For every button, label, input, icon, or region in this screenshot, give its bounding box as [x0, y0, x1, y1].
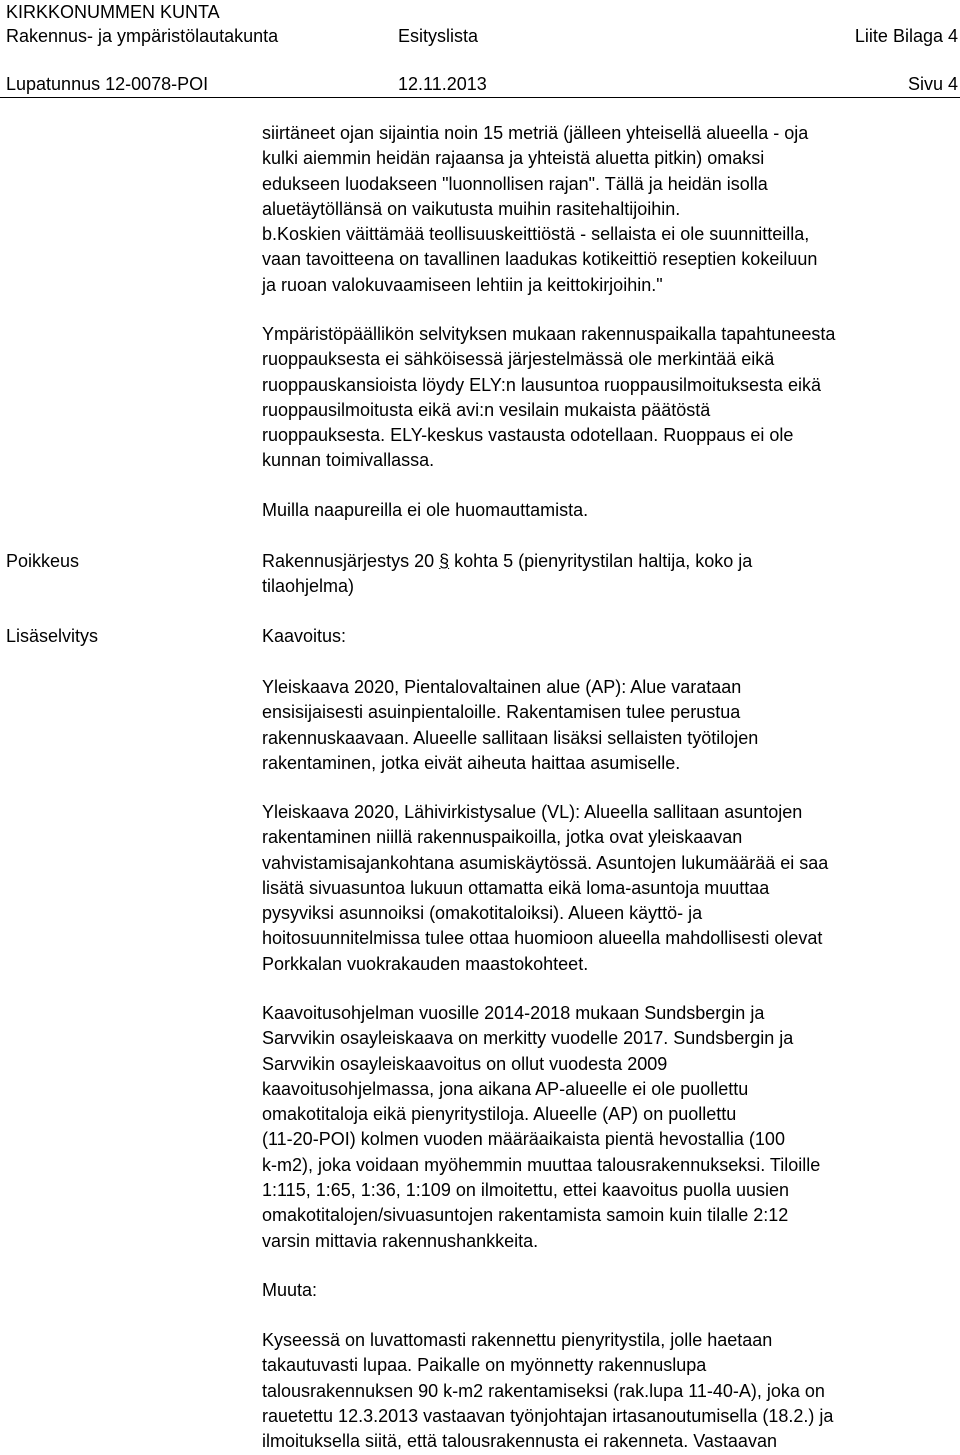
text-line: Muuta: — [262, 1280, 318, 1300]
paragraph-neighbor-statement — [262, 121, 958, 298]
text-line: Muilla naapureilla ei ole huomauttamista. — [262, 500, 589, 520]
text-line: edukseen luodakseen "luonnollisen rajan". Tällä ja heidän isolla — [262, 173, 768, 194]
text-line: ilmoituksella siitä, että talousrakennusta ei rakenneta. Vastaavan — [262, 1431, 777, 1452]
paragraph-general-plan-ap — [262, 675, 958, 776]
text-line: ja ruoan valokuvaamiseen lehtiin ja keittokirjoihin." — [262, 274, 663, 295]
board-name: Rakennus- ja ympäristölautakunta — [6, 26, 279, 46]
text-line: kulki aiemmin heidän rajaansa ja yhteistä aluetta pitkin) omaksi — [262, 148, 765, 169]
paragraph-exception — [262, 549, 958, 600]
regulation-line: Rakennusjärjestys 20 § kohta 5 (pienyritystilan haltija, koko ja — [262, 551, 753, 571]
text-line: vaan tavoitteena on tavallinen laadukas kotikeittiö reseptien kokeiluun — [262, 249, 818, 270]
text-line: lisätä sivuasuntoa lukuun ottamatta eikä loma-asuntoja muuttaa — [262, 877, 770, 898]
paragraph-zoning-program — [262, 1001, 958, 1254]
text-line: Yleiskaava 2020, Pientalovaltainen alue (AP): Alue varataan — [262, 677, 742, 697]
document-type: Esityslista — [398, 26, 479, 46]
text-line: ruoppauskansioista löydy ELY:n lausuntoa ruoppausilmoituksesta eikä — [262, 374, 822, 395]
text-line: Sarvvikin osayleiskaavoitus on ollut vuodesta 2009 — [262, 1053, 668, 1074]
paragraph-other-neighbors — [262, 498, 958, 523]
text-line: Kaavoitusohjelman vuosille 2014-2018 mukaan Sundsbergin ja — [262, 1003, 765, 1023]
label-lisaselvitys: Lisäselvitys — [6, 626, 99, 646]
text-line: rakentaminen, jotka eivät aiheuta haittaa asumiselle. — [262, 752, 681, 773]
appendix-label: Liite Bilaga 4 — [854, 26, 958, 46]
text-line: Sarvvikin osayleiskaava on merkitty vuodelle 2017. Sundsbergin ja — [262, 1028, 794, 1049]
text-line: vahvistamisajankohtana asumiskäytössä. Asuntojen lukumäärää ei saa — [262, 852, 829, 873]
text-line: ruoppauksesta. ELY-keskus vastausta odotellaan. Ruoppaus ei ole — [262, 425, 794, 446]
text-line: takautuvasti lupaa. Paikalle on myönnetty rakennuslupa — [262, 1355, 707, 1376]
page-header — [6, 0, 958, 96]
text-line: tilaohjelma) — [262, 576, 355, 597]
paragraph-environment-report — [262, 322, 958, 474]
text-line: rakennuskaavaan. Alueelle sallitaan lisäksi sellaisten työtilojen — [262, 727, 759, 748]
text-line: pysyviksi asunnoiksi (omakotitaloiksi). Alueen käyttö- ja — [262, 903, 703, 924]
paragraph-general-plan-vl — [262, 800, 958, 977]
text-line: (11-20-POI) kolmen vuoden määräaikaista pientä hevostallia (100 — [262, 1129, 785, 1150]
text-line: Kaavoitus: — [262, 626, 347, 646]
organization-name: KIRKKONUMMEN KUNTA — [6, 2, 220, 22]
text-line: ruoppauksesta ei sähköisessä järjestelmässä ole merkintää eikä — [262, 349, 775, 370]
heading-kaavoitus — [262, 624, 958, 649]
text-line: Yleiskaava 2020, Lähivirkistysalue (VL): Alueella sallitaan asuntojen — [262, 802, 803, 822]
text-line: hoitosuunnitelmissa tulee ottaa huomioon alueella mahdollisesti olevat — [262, 928, 823, 949]
text-line: omakotitalojen/sivuasuntojen rakentamista samoin kuin tilalle 2:12 — [262, 1205, 789, 1226]
text-line: 1:115, 1:65, 1:36, 1:109 on ilmoitettu, ettei kaavoitus puolla uusien — [262, 1180, 790, 1201]
paragraph-other — [262, 1328, 958, 1454]
text-line: rakentaminen niillä rakennuspaikoilla, jotka ovat yleiskaavan — [262, 827, 743, 848]
text-line: Ympäristöpäällikön selvityksen mukaan rakennuspaikalla tapahtuneesta — [262, 324, 836, 344]
label-poikkeus: Poikkeus — [6, 551, 80, 571]
section-sign: § — [439, 551, 450, 571]
text-line: kunnan toimivallassa. — [262, 450, 435, 471]
header-rule — [0, 97, 960, 98]
text-line: talousrakennuksen 90 k-m2 rakentamiseksi (rak.lupa 11-40-A), joka on — [262, 1380, 825, 1401]
text-line: Porkkalan vuokrakauden maastokohteet. — [262, 953, 589, 974]
text-line: siirtäneet ojan sijaintia noin 15 metriä (jälleen yhteisellä alueella - oja — [262, 123, 809, 143]
permit-id: Lupatunnus 12-0078-POI — [6, 74, 209, 94]
text-line: ensisijaisesti asuinpientaloille. Rakentamisen tulee perustua — [262, 702, 741, 723]
text-line: omakotitaloja eikä pienyritystiloja. Alueelle (AP) on puollettu — [262, 1104, 737, 1125]
text-line: k-m2), joka voidaan myöhemmin muuttaa talousrakennukseksi. Tiloille — [262, 1154, 821, 1175]
text-line: rauetettu 12.3.2013 vastaavan työnjohtajan irtasanoutumisella (18.2.) ja — [262, 1405, 834, 1426]
text-line: Kyseessä on luvattomasti rakennettu pienyritystila, jolle haetaan — [262, 1330, 773, 1350]
meeting-date: 12.11.2013 — [398, 74, 487, 94]
heading-muuta — [262, 1278, 958, 1303]
page-number: Sivu 4 — [907, 74, 958, 94]
text-line: aluetäytöllänsä on vaikutusta muihin rasitehaltijoihin. — [262, 198, 681, 219]
text-line: kaavoitusohjelmassa, jona aikana AP-alueelle ei ole puollettu — [262, 1078, 749, 1099]
text-line: varsin mittavia rakennushankkeita. — [262, 1230, 539, 1251]
text-line: ruoppausilmoitusta eikä avi:n vesilain mukaista päätöstä — [262, 399, 711, 420]
text-line: b.Koskien väittämää teollisuuskeittiöstä - sellaista ei ole suunnitteilla, — [262, 224, 810, 245]
